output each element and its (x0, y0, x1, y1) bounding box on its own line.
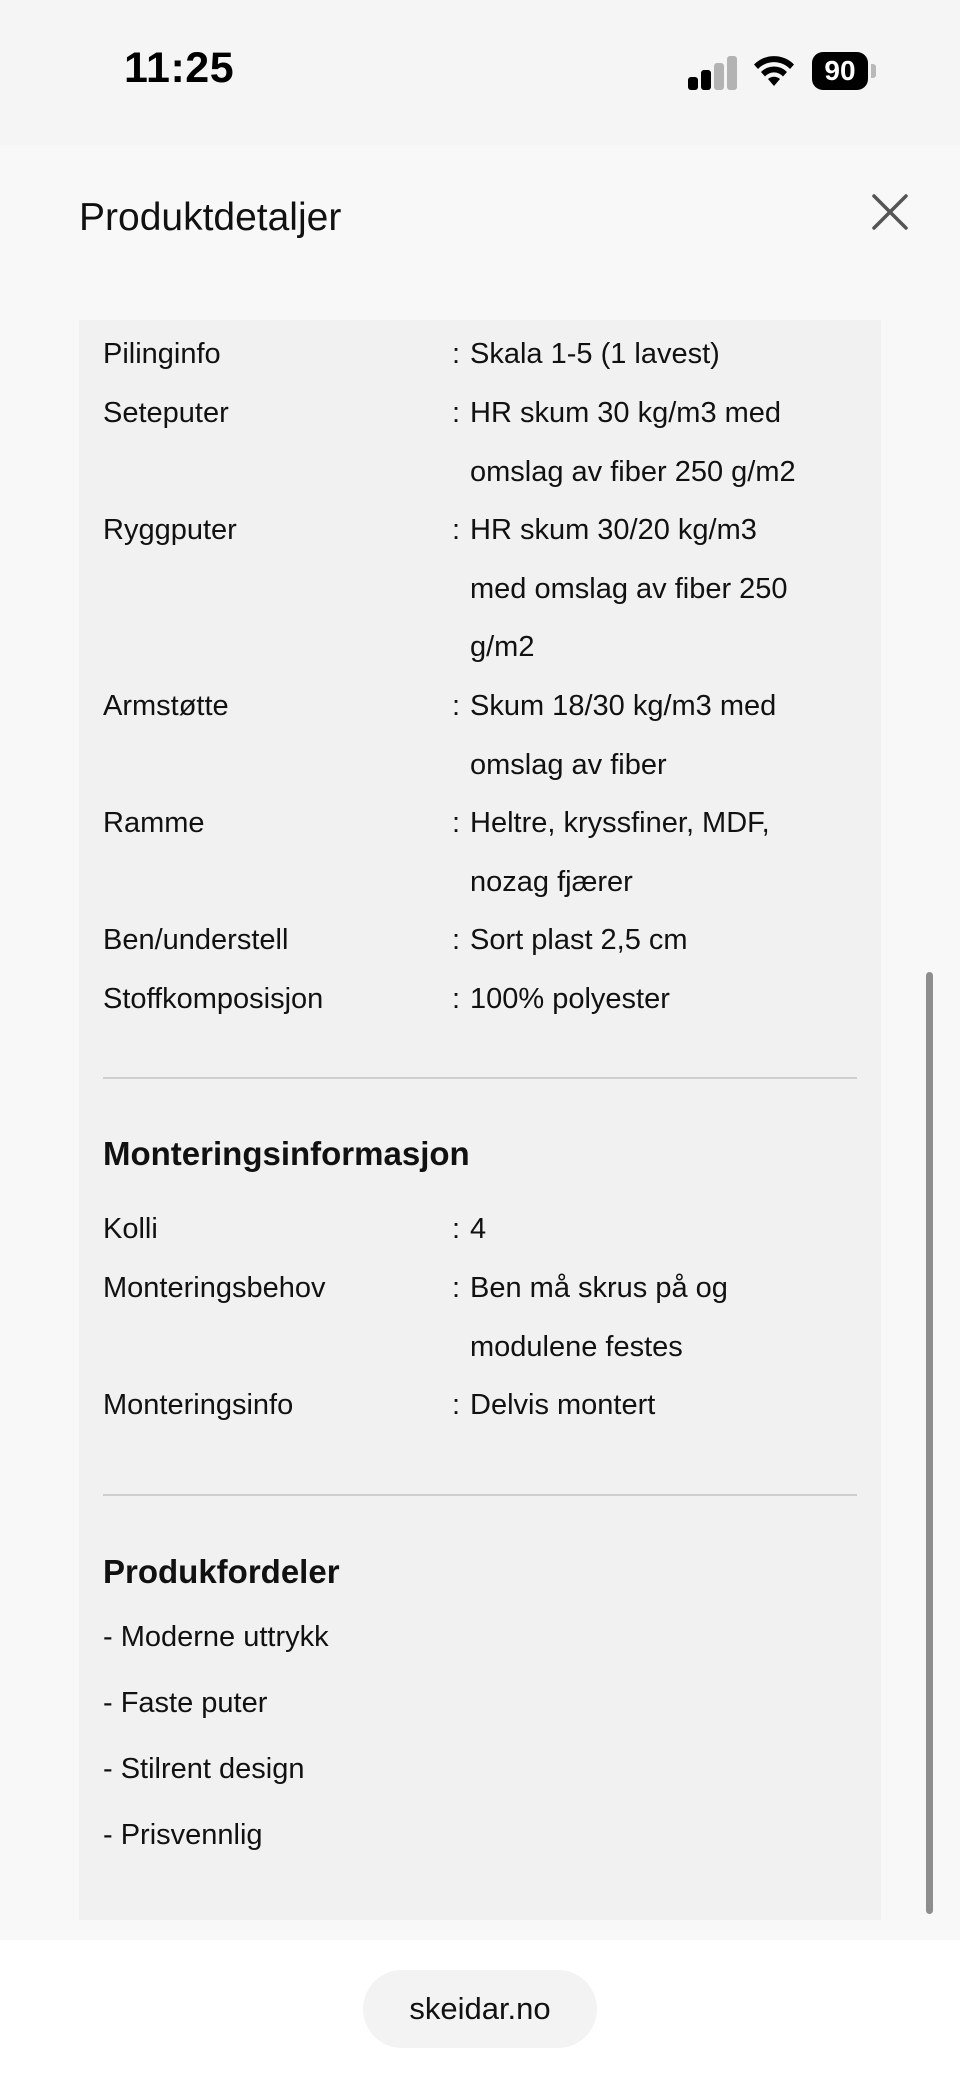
spec-value: HR skum 30 kg/m3 med omslag av fiber 250 g/m2 (470, 397, 796, 488)
spec-value: 100% polyester (470, 983, 670, 1015)
spec-colon: : (452, 924, 461, 956)
spec-colon: : (452, 397, 461, 429)
battery-tip (871, 64, 876, 78)
spec-colon: : (452, 1389, 461, 1421)
spec-label: Stoffkomposisjon (103, 983, 324, 1015)
browser-bottom-bar (0, 1940, 960, 2081)
spec-colon: : (452, 690, 461, 722)
benefit-item: - Stilrent design (103, 1753, 305, 1785)
close-icon[interactable] (868, 190, 912, 234)
section-heading-benefits: Produkfordeler (103, 1553, 340, 1590)
status-bar (0, 0, 960, 145)
spec-label: Pilinginfo (103, 338, 221, 370)
spec-value: HR skum 30/20 kg/m3 med omslag av fiber 250 g/m2 (470, 514, 788, 663)
spec-label: Armstøtte (103, 690, 229, 722)
status-time: 11:25 (124, 44, 235, 92)
spec-value: Skala 1-5 (1 lavest) (470, 338, 720, 370)
benefit-item: - Faste puter (103, 1687, 268, 1719)
spec-colon: : (452, 514, 461, 546)
spec-label: Monteringsinfo (103, 1389, 294, 1421)
spec-colon: : (452, 807, 461, 839)
spec-value: Skum 18/30 kg/m3 med omslag av fiber (470, 690, 777, 781)
spec-value: Ben må skrus på og modulene festes (470, 1272, 728, 1363)
spec-colon: : (452, 1213, 461, 1245)
spec-label: Ben/understell (103, 924, 289, 956)
spec-label: Ramme (103, 807, 205, 839)
spec-colon: : (452, 1272, 461, 1304)
spec-label: Ryggputer (103, 514, 237, 546)
spec-value: Sort plast 2,5 cm (470, 924, 688, 956)
spec-label: Monteringsbehov (103, 1272, 326, 1304)
benefit-item: - Prisvennlig (103, 1819, 263, 1851)
modal-title: Produktdetaljer (79, 196, 342, 239)
battery-level: 90 (812, 52, 868, 90)
section-heading-assembly: Monteringsinformasjon (103, 1135, 470, 1172)
benefit-item: - Moderne uttrykk (103, 1621, 329, 1653)
url-bar[interactable]: skeidar.no (363, 1970, 597, 2048)
spec-label: Seteputer (103, 397, 229, 429)
spec-colon: : (452, 338, 461, 370)
spec-value: 4 (470, 1213, 487, 1245)
spec-colon: : (452, 983, 461, 1015)
spec-value: Heltre, kryssfiner, MDF, nozag fjærer (470, 807, 770, 898)
spec-label: Kolli (103, 1213, 158, 1245)
product-details-panel (79, 320, 881, 1920)
spec-value: Delvis montert (470, 1389, 656, 1421)
divider (103, 1077, 857, 1079)
wifi-icon (752, 52, 796, 88)
signal-icon (688, 56, 738, 90)
scrollbar[interactable] (926, 972, 933, 1914)
battery-icon (812, 52, 876, 90)
divider (103, 1494, 857, 1496)
